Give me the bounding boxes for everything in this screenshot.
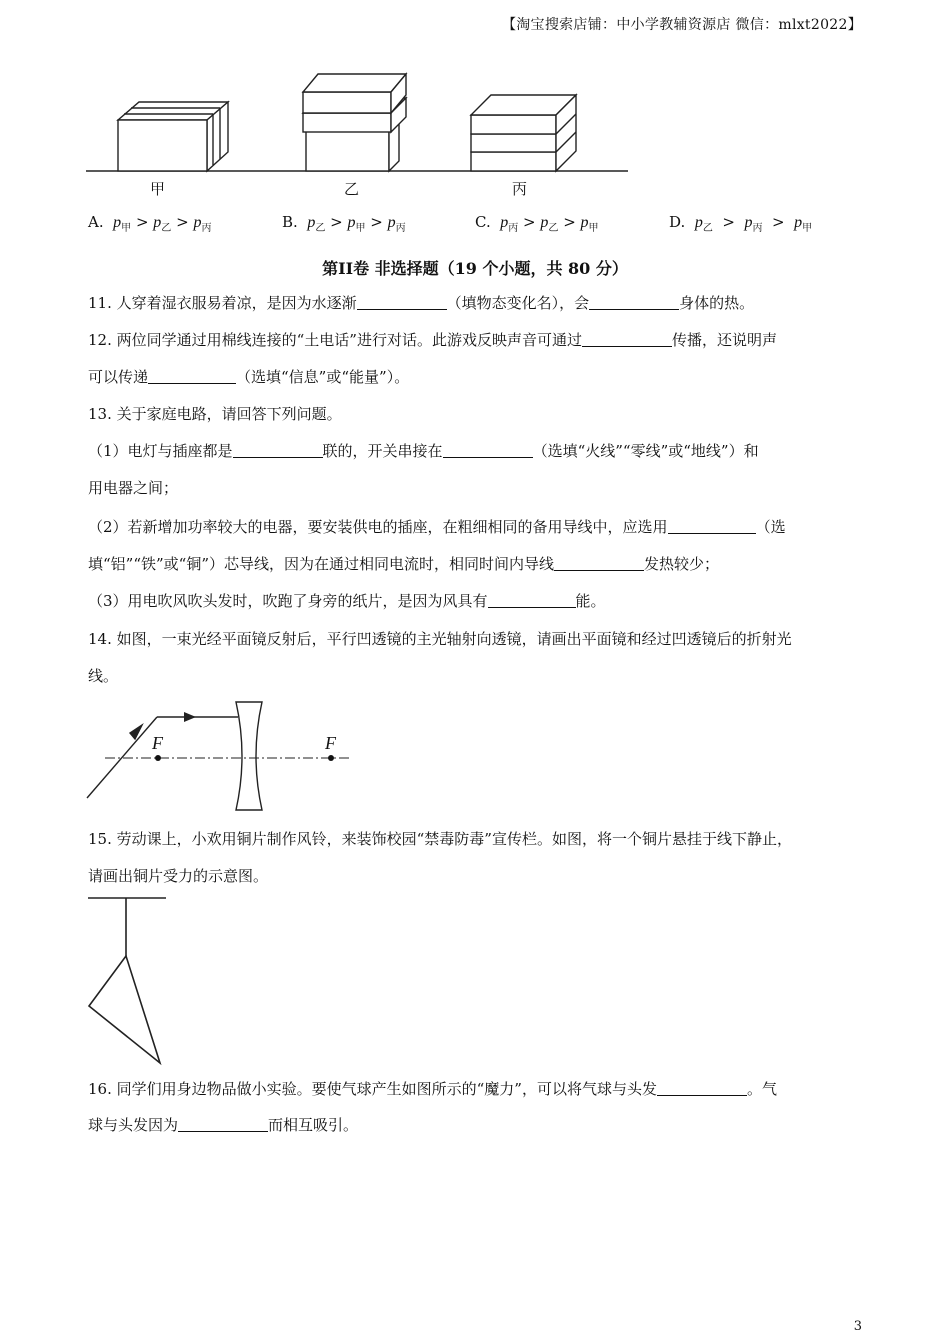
- question-13-title: 13. 关于家庭电路，请回答下列问题。: [88, 405, 342, 423]
- answer-blank[interactable]: [554, 554, 644, 571]
- question-11: 11. 人穿着湿衣服易着凉，是因为水逐渐 （填物态变化名），会 身体的热。: [88, 294, 755, 312]
- question-13-part2: （2）若新增加功率较大的电器，要安装供电的插座，在粗细相同的备用导线中，应选用 （选: [88, 518, 786, 536]
- question-13-part2-cont: 填“铝”“铁”或“铜”）芯导线，因为在通过相同电流时，相同时间内导线 发热较少；: [88, 555, 720, 573]
- question-16: 16. 同学们用身边物品做小实验。要使气球产生如图所示的“魔力”，可以将气球与头发 。气: [88, 1080, 777, 1098]
- focus-point-left: [155, 755, 161, 761]
- answer-blank[interactable]: [178, 1115, 268, 1132]
- copper-piece-diagram: [0, 890, 200, 1070]
- question-14-cont: 线。: [88, 667, 119, 685]
- page-number: 3: [853, 1319, 862, 1334]
- block-label-yi: 乙: [344, 180, 360, 198]
- answer-blank[interactable]: [589, 293, 679, 310]
- answer-blank[interactable]: [488, 591, 576, 608]
- question-13-part3: （3）用电吹风吹头发时，吹跑了身旁的纸片，是因为风具有 能。: [88, 592, 606, 610]
- question-16-cont: 球与头发因为 而相互吸引。: [88, 1116, 359, 1134]
- focus-label-left: F: [152, 733, 163, 753]
- blocks-figure: [0, 0, 950, 210]
- question-15: 15. 劳动课上，小欢用铜片制作风铃，来装饰校园“禁毒防毒”宣传栏。如图，将一个铜片悬挂于线下静止，: [88, 830, 792, 848]
- question-13-part1-cont: 用电器之间；: [88, 479, 179, 497]
- question-12: 12. 两位同学通过用棉线连接的“土电话”进行对话。此游戏反映声音可通过 传播，还说明声: [88, 331, 777, 349]
- option-d: D. $p_乙 > p_丙 > p_甲$: [669, 213, 813, 234]
- option-a: A. $p_甲 > p_乙 > p_丙$: [88, 213, 212, 234]
- answer-blank[interactable]: [657, 1079, 747, 1096]
- focus-label-right: F: [325, 733, 336, 753]
- block-label-bing: 丙: [512, 180, 528, 198]
- answer-blank[interactable]: [233, 441, 323, 458]
- question-14: 14. 如图，一束光经平面镜反射后，平行凹透镜的主光轴射向透镜，请画出平面镜和经过凹透镜后的折射光: [88, 630, 792, 648]
- question-12-cont: 可以传递 （选填“信息”或“能量”）。: [88, 368, 410, 386]
- answer-blank[interactable]: [148, 367, 236, 384]
- block-label-jia: 甲: [150, 180, 166, 198]
- answer-blank[interactable]: [668, 517, 756, 534]
- option-c: C. $p_丙 > p_乙 > p_甲$: [475, 213, 599, 234]
- question-15-cont: 请画出铜片受力的示意图。: [88, 867, 269, 885]
- answer-blank[interactable]: [582, 330, 672, 347]
- focus-point-right: [328, 755, 334, 761]
- answer-blank[interactable]: [357, 293, 447, 310]
- concave-lens-diagram: [0, 690, 400, 820]
- option-b: B. $p_乙 > p_甲 > p_丙$: [282, 213, 406, 234]
- answer-blank[interactable]: [443, 441, 533, 458]
- question-13-part1: （1）电灯与插座都是 联的，开关串接在 （选填“火线”“零线”或“地线”）和: [88, 442, 759, 460]
- page-header: 【淘宝搜索店铺：中小学教辅资源店 微信：mlxt2022】: [501, 17, 862, 33]
- section-title: 第II卷 非选择题（19 个小题，共 80 分）: [322, 259, 628, 278]
